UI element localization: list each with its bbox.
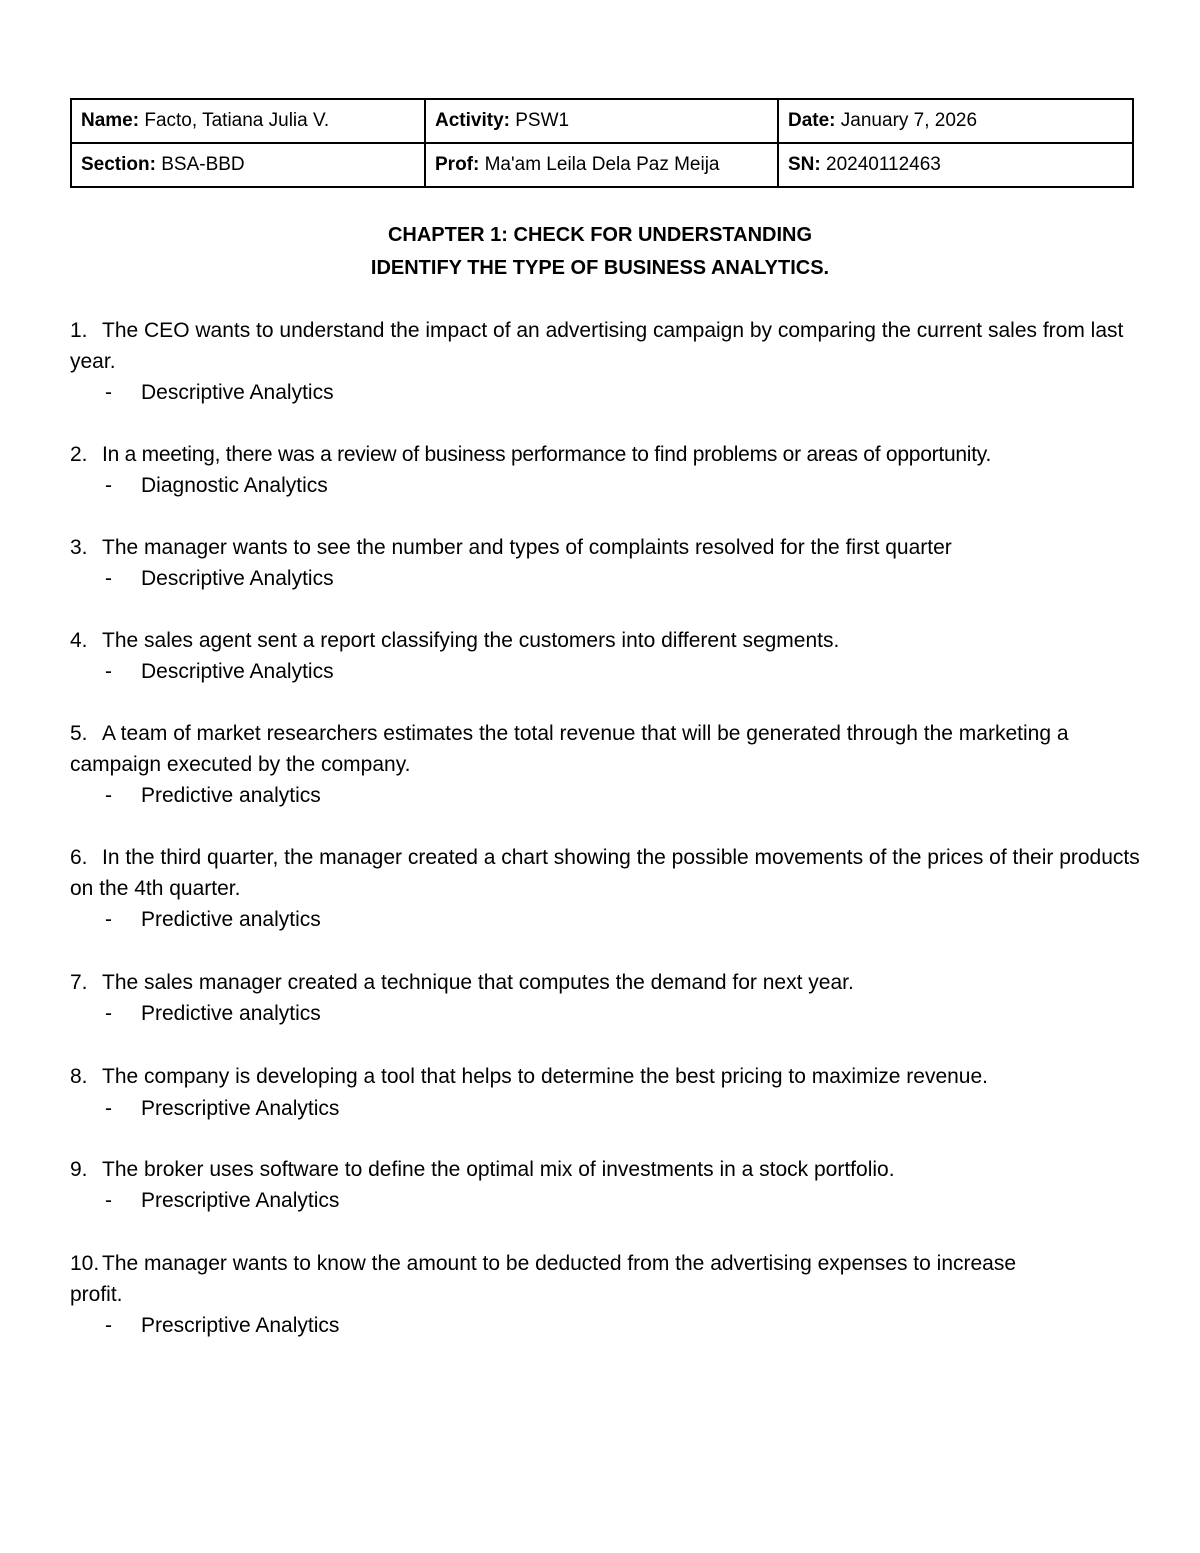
answer-text: Descriptive Analytics xyxy=(141,567,334,590)
answer-text: Diagnostic Analytics xyxy=(141,474,328,497)
bullet-dash: - xyxy=(105,908,112,931)
answer-8 xyxy=(105,1093,339,1124)
answer-10 xyxy=(105,1310,339,1341)
question-number: 5. xyxy=(70,722,88,745)
bullet-dash: - xyxy=(105,1314,112,1337)
question-text: The sales manager created a technique that computes the demand for next year. xyxy=(102,971,854,994)
answer-4 xyxy=(105,656,334,687)
name-cell xyxy=(71,99,425,143)
question-7 xyxy=(70,967,1140,998)
question-10 xyxy=(70,1248,1060,1310)
name-label: Name: xyxy=(81,110,140,131)
question-number: 8. xyxy=(70,1065,88,1088)
question-number: 2. xyxy=(70,443,88,466)
prof-cell xyxy=(425,143,778,187)
question-text: The sales agent sent a report classifying the customers into different segments. xyxy=(102,629,840,652)
question-text: The company is developing a tool that helps to determine the best pricing to maximize revenue. xyxy=(102,1065,988,1088)
question-text: In a meeting, there was a review of business performance to find problems or areas of opportunity. xyxy=(102,443,992,466)
question-6 xyxy=(70,842,1140,904)
answer-2 xyxy=(105,470,328,501)
section-label: Section: xyxy=(81,154,156,175)
answer-text: Descriptive Analytics xyxy=(141,381,334,404)
answer-3 xyxy=(105,563,334,594)
answer-text: Prescriptive Analytics xyxy=(141,1097,340,1120)
bullet-dash: - xyxy=(105,567,112,590)
answer-text: Predictive analytics xyxy=(141,908,321,931)
question-number: 3. xyxy=(70,536,88,559)
answer-text: Descriptive Analytics xyxy=(141,660,334,683)
question-8 xyxy=(70,1061,1140,1092)
section-value: BSA-BBD xyxy=(161,154,245,175)
answer-5 xyxy=(105,780,321,811)
activity-value: PSW1 xyxy=(515,110,570,131)
question-number: 1. xyxy=(70,319,88,342)
sn-value: 20240112463 xyxy=(826,154,941,175)
bullet-dash: - xyxy=(105,381,112,404)
prof-label: Prof: xyxy=(435,154,480,175)
bullet-dash: - xyxy=(105,1097,112,1120)
question-text: The manager wants to know the amount to be deducted from the advertising expenses to increase profit. xyxy=(70,1252,1017,1306)
bullet-dash: - xyxy=(105,1002,112,1025)
question-number: 10. xyxy=(70,1252,100,1275)
question-text: The broker uses software to define the optimal mix of investments in a stock portfolio. xyxy=(102,1158,895,1181)
question-1 xyxy=(70,315,1140,377)
activity-label: Activity: xyxy=(435,110,510,131)
question-number: 4. xyxy=(70,629,88,652)
section-cell xyxy=(71,143,425,187)
student-info-table xyxy=(70,98,1134,188)
answer-7 xyxy=(105,998,321,1029)
section-title: IDENTIFY THE TYPE OF BUSINESS ANALYTICS. xyxy=(370,257,830,279)
question-9 xyxy=(70,1154,1140,1185)
bullet-dash: - xyxy=(105,474,112,497)
bullet-dash: - xyxy=(105,784,112,807)
prof-value: Ma'am Leila Dela Paz Meija xyxy=(484,154,720,175)
name-value: Facto, Tatiana Julia V. xyxy=(144,110,330,131)
date-value: January 7, 2026 xyxy=(840,110,978,131)
chapter-title: CHAPTER 1: CHECK FOR UNDERSTANDING xyxy=(387,224,813,246)
sn-cell xyxy=(778,143,1133,187)
bullet-dash: - xyxy=(105,1189,112,1212)
answer-text: Prescriptive Analytics xyxy=(141,1314,340,1337)
answer-1 xyxy=(105,377,334,408)
activity-cell xyxy=(425,99,778,143)
answer-text: Prescriptive Analytics xyxy=(141,1189,340,1212)
question-5 xyxy=(70,718,1070,780)
answer-6 xyxy=(105,904,321,935)
answer-text: Predictive analytics xyxy=(141,1002,321,1025)
question-text: A team of market researchers estimates the total revenue that will be generated through the marketing a campaign executed by the company. xyxy=(70,722,1069,776)
question-number: 7. xyxy=(70,971,88,994)
date-cell xyxy=(778,99,1133,143)
question-text: The CEO wants to understand the impact of an advertising campaign by comparing the current sales from last year. xyxy=(70,319,1124,373)
answer-text: Predictive analytics xyxy=(141,784,321,807)
bullet-dash: - xyxy=(105,660,112,683)
date-label: Date: xyxy=(788,110,836,131)
question-3 xyxy=(70,532,1140,563)
answer-9 xyxy=(105,1185,339,1216)
question-text: In the third quarter, the manager created a chart showing the possible movements of the prices of their products on the 4th quarter. xyxy=(70,846,1140,900)
question-4 xyxy=(70,625,1140,656)
question-text: The manager wants to see the number and types of complaints resolved for the first quarter xyxy=(102,536,952,559)
question-number: 9. xyxy=(70,1158,88,1181)
question-number: 6. xyxy=(70,846,88,869)
question-2 xyxy=(70,439,1150,470)
sn-label: SN: xyxy=(788,154,821,175)
